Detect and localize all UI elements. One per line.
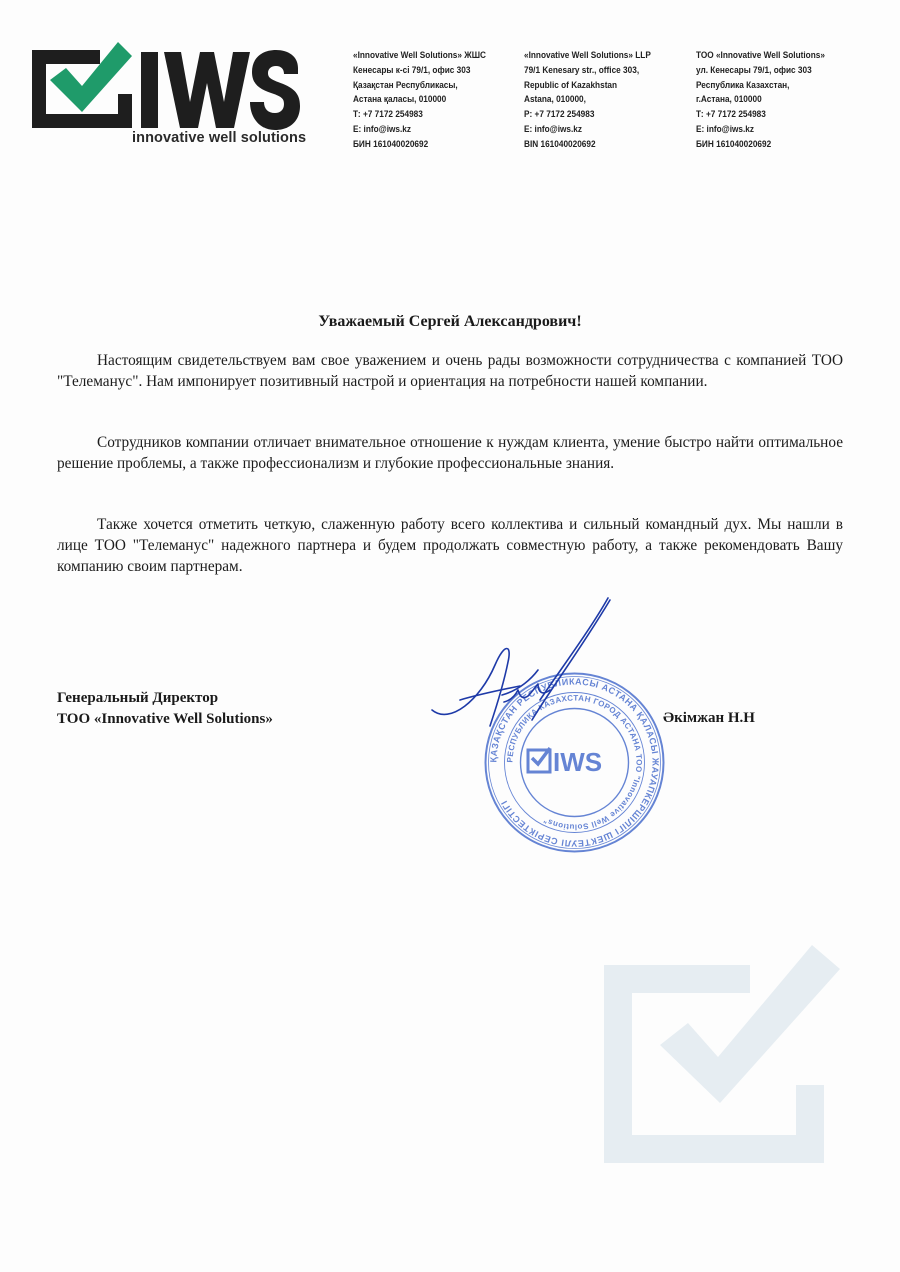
signatory-position: Генеральный Директор: [57, 690, 219, 706]
letter-paragraph: Также хочется отметить четкую, слаженную работу всего коллектива и сильный командный дух. Мы нашли в лице ТОО "Телеманус" надежного партнера и будем продолжать совместную работу, а также рекомендовать Вашу компанию своим партнерам.: [57, 516, 843, 576]
signatory-company: ТОО «Innovative Well Solutions»: [57, 711, 273, 727]
phone-line: Т: +7 7172 254983: [353, 109, 423, 121]
email-line: E: info@iws.kz: [696, 123, 755, 135]
stamp-center-text: IWS: [553, 747, 603, 777]
signatory-title: [57, 688, 273, 730]
address-line: «Innovative Well Solutions» LLP: [524, 50, 651, 61]
address-block-ru: [696, 49, 825, 153]
bin-line: БИН 161040020692: [353, 138, 429, 150]
address-line: Кенесары к-сі 79/1, офис 303: [353, 64, 471, 76]
address-block-en: [524, 49, 651, 153]
email-line: E: info@iws.kz: [353, 123, 412, 135]
address-line: Астана қаласы, 010000: [353, 94, 447, 106]
phone-line: Т: +7 7172 254983: [696, 109, 766, 121]
phone-line: P: +7 7172 254983: [524, 109, 595, 121]
logo-tagline: innovative well solutions: [132, 130, 307, 146]
address-line: 79/1 Kenesary str., office 303,: [524, 64, 640, 76]
address-line: «Innovative Well Solutions» ЖШС: [353, 50, 486, 61]
letter-paragraph: Сотрудников компании отличает внимательное отношение к нуждам клиента, умение быстро найти оптимальное решение проблемы, а также профессионализм и глубокие профессиональные знания.: [57, 434, 843, 473]
logo-watermark: [600, 935, 850, 1165]
handwritten-signature: [420, 590, 620, 740]
address-line: Республика Казахстан,: [696, 79, 790, 91]
address-line: Astana, 010000,: [524, 94, 586, 106]
address-line: Қазақстан Республикасы,: [353, 79, 458, 91]
address-block-kz: [353, 49, 486, 153]
address-line: ул. Кенесары 79/1, офис 303: [696, 64, 812, 76]
signatory-name: Әкімжан Н.Н: [663, 710, 755, 726]
letter-greeting: Уважаемый Сергей Александрович!: [318, 313, 582, 330]
address-line: г.Астана, 010000: [696, 94, 762, 106]
stamp-outer-text: ҚАЗАҚСТАН РЕСПУБЛИКАСЫ АСТАНА ҚАЛАСЫ ЖАУАПКЕРШІЛІГІ ШЕКТЕУЛІ СЕРІКТЕСТІГІ: [488, 676, 661, 849]
email-line: E: info@iws.kz: [524, 123, 583, 135]
address-line: ТОО «Innovative Well Solutions»: [696, 50, 825, 61]
address-line: Republic of Kazakhstan: [524, 79, 618, 91]
bin-line: BIN 161040020692: [524, 138, 596, 150]
stamp-inner-text: РЕСПУБЛИКА КАЗАХСТАН ГОРОД АСТАНА ТОО "Innovative Well Solutions": [505, 693, 644, 832]
bin-line: БИН 161040020692: [696, 138, 772, 150]
letter-paragraph: Настоящим свидетельствуем вам свое уважением и очень рады возможности сотрудничества с компанией ТОО "Телеманус". Нам импонирует позитивный настрой и ориентация на потребности нашей компании.: [57, 352, 843, 391]
